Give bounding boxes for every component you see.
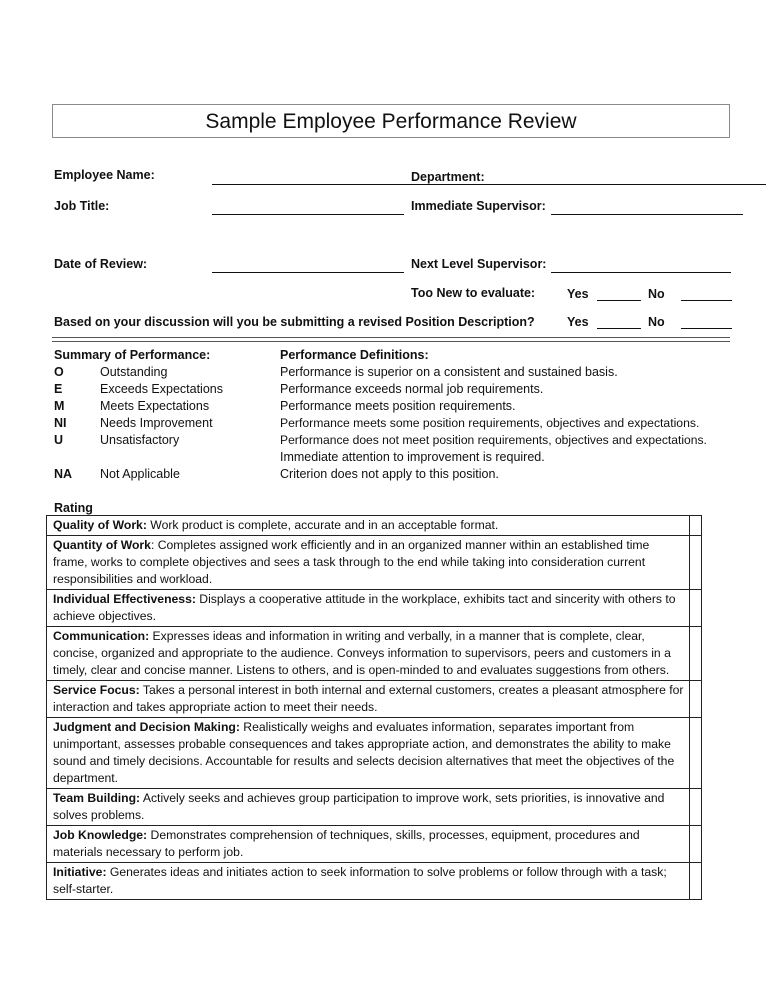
next-level-supervisor-label: Next Level Supervisor: — [411, 257, 547, 271]
criterion-cell — [47, 681, 690, 718]
criterion-description: Takes a personal interest in both internal and external customers, creates a pleasant atmosphere for interaction and takes appropriate action to meet their needs. — [53, 683, 684, 714]
rating-definition: Performance meets some position requirements, objectives and expectations. — [280, 416, 700, 430]
rating-code: NA — [54, 467, 73, 481]
criterion-cell — [47, 516, 690, 536]
criterion-description: Demonstrates comprehension of techniques, skills, processes, equipment, procedures and materials necessary to perform job. — [53, 828, 640, 859]
criterion-description: Realistically weighs and evaluates information, separates important from unimportant, assesses probable consequences and takes appropriate action, and demonstrates the ability to make sound and timely decisions. Accountable for results and selects decision alternatives that meet the objectives of the department. — [53, 720, 675, 785]
table-row — [47, 826, 702, 863]
rating-name: Exceeds Expectations — [100, 382, 223, 396]
rating-code: NI — [54, 416, 67, 430]
rating-definition: Performance does not meet position requirements, objectives and expectations. — [280, 433, 707, 447]
employee-name-line[interactable] — [212, 184, 766, 185]
rating-cell[interactable] — [690, 863, 702, 900]
criterion-cell — [47, 863, 690, 900]
summary-heading: Summary of Performance: — [54, 348, 211, 362]
rating-definition: Performance is superior on a consistent and sustained basis. — [280, 365, 618, 379]
table-row — [47, 516, 702, 536]
criterion-name: Judgment and Decision Making: — [53, 720, 240, 734]
rating-cell[interactable] — [690, 590, 702, 627]
date-of-review-label: Date of Review: — [54, 257, 148, 271]
too-new-no-line[interactable] — [681, 300, 732, 301]
rating-name: Outstanding — [100, 365, 168, 379]
department-label: Department: — [411, 170, 485, 184]
job-title-label: Job Title: — [54, 199, 110, 213]
criterion-name: Initiative: — [53, 865, 107, 879]
rating-name: Not Applicable — [100, 467, 180, 481]
criterion-name: Job Knowledge: — [53, 828, 148, 842]
rating-code: U — [54, 433, 64, 447]
criterion-name: Quantity of Work — [53, 538, 151, 552]
revised-pd-yes-label: Yes — [567, 315, 589, 329]
too-new-label: Too New to evaluate: — [411, 286, 536, 300]
rating-cell[interactable] — [690, 536, 702, 590]
job-title-line[interactable] — [212, 214, 404, 215]
criterion-name: Individual Effectiveness: — [53, 592, 196, 606]
criterion-name: Team Building: — [53, 791, 141, 805]
revised-pd-yes-line[interactable] — [597, 328, 641, 329]
rating-cell[interactable] — [690, 718, 702, 789]
criteria-table — [46, 515, 702, 900]
rating-cell[interactable] — [690, 826, 702, 863]
rating-cell[interactable] — [690, 789, 702, 826]
too-new-no-label: No — [648, 287, 665, 301]
rating-name: Meets Expectations — [100, 399, 210, 413]
employee-name-label: Employee Name: — [54, 168, 155, 182]
immediate-supervisor-label: Immediate Supervisor: — [411, 199, 546, 213]
date-of-review-line[interactable] — [212, 272, 404, 273]
criterion-description: Actively seeks and achieves group participation to improve work, sets priorities, is innovative and solves problems. — [53, 791, 665, 822]
definitions-heading: Performance Definitions: — [280, 348, 429, 362]
rating-cell[interactable] — [690, 681, 702, 718]
section-divider — [52, 337, 730, 342]
revised-pd-question: Based on your discussion will you be submitting a revised Position Description? — [54, 315, 535, 329]
criterion-cell — [47, 826, 690, 863]
immediate-supervisor-line[interactable] — [551, 214, 743, 215]
criterion-name: Quality of Work: — [53, 518, 147, 532]
criterion-name: Service Focus: — [53, 683, 140, 697]
rating-column-label: Rating — [54, 501, 93, 515]
rating-cell[interactable] — [690, 516, 702, 536]
rating-name: Needs Improvement — [100, 416, 213, 430]
criterion-description: Displays a cooperative attitude in the workplace, exhibits tact and sincerity with others to achieve objectives. — [53, 592, 676, 623]
too-new-yes-label: Yes — [567, 287, 589, 301]
criterion-description: Work product is complete, accurate and in an acceptable format. — [146, 518, 499, 532]
rating-code: E — [54, 382, 63, 396]
revised-pd-no-line[interactable] — [681, 328, 732, 329]
too-new-yes-line[interactable] — [597, 300, 641, 301]
table-row — [47, 863, 702, 900]
rating-name: Unsatisfactory — [100, 433, 180, 447]
criterion-cell — [47, 590, 690, 627]
rating-definition: Performance exceeds normal job requirements. — [280, 382, 544, 396]
criterion-cell — [47, 718, 690, 789]
rating-definition: Criterion does not apply to this position. — [280, 467, 499, 481]
next-level-supervisor-line[interactable] — [551, 272, 731, 273]
revised-pd-no-label: No — [648, 315, 665, 329]
criterion-description: Expresses ideas and information in writing and verbally, in a manner that is complete, clear, concise, organized and appropriate to the audience. Conveys information to supervisors, peers and customers in a timely, clear and concise manner. Listens to others, and is open-minded to and evaluates suggestions from others. — [53, 629, 671, 677]
document-title: Sample Employee Performance Review — [52, 104, 730, 138]
criterion-cell — [47, 536, 690, 590]
criterion-description: Generates ideas and initiates action to seek information to solve problems or follow through with a task; self-starter. — [53, 865, 667, 896]
rating-definition: Performance meets position requirements. — [280, 399, 516, 413]
table-row — [47, 590, 702, 627]
table-row — [47, 627, 702, 681]
criterion-name: Communication: — [53, 629, 150, 643]
criterion-description: : Completes assigned work efficiently and in an organized manner within an established time frame, works to complete objectives and sees a task through to the end while taking into consideration current responsibilities and workload. — [53, 538, 650, 586]
criterion-cell — [47, 627, 690, 681]
table-row — [47, 536, 702, 590]
rating-code: M — [54, 399, 65, 413]
table-row — [47, 681, 702, 718]
rating-definition-continued: Immediate attention to improvement is required. — [280, 450, 545, 464]
table-row — [47, 718, 702, 789]
rating-code: O — [54, 365, 64, 379]
criterion-cell — [47, 789, 690, 826]
table-row — [47, 789, 702, 826]
rating-cell[interactable] — [690, 627, 702, 681]
